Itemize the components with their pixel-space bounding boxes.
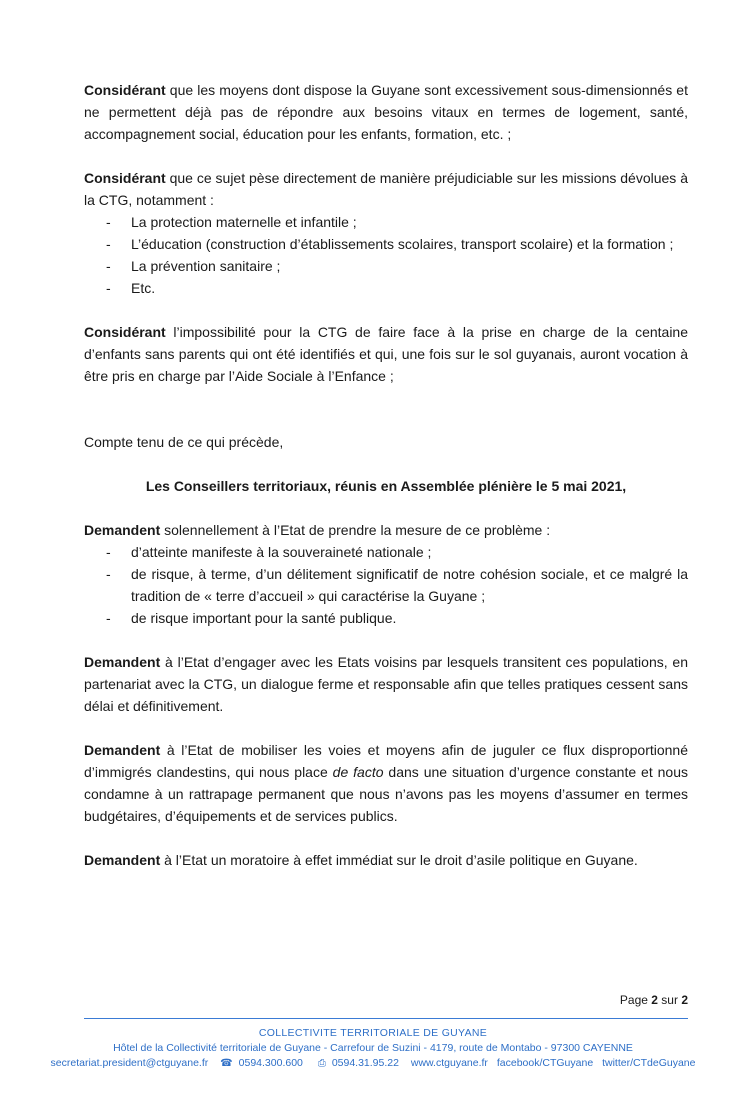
- footer-twitter[interactable]: twitter/CTdeGuyane: [602, 1057, 696, 1069]
- fax-icon: ⎙: [317, 1058, 326, 1069]
- list-item: - de risque important pour la santé publique.: [106, 610, 397, 626]
- paragraph-text: solennellement à l’Etat de prendre la mesure de ce problème :: [160, 522, 551, 538]
- list-item: - La prévention sanitaire ;: [106, 258, 281, 274]
- paragraph-considerant-1: [84, 79, 688, 145]
- paragraph-demandent-2: [84, 651, 688, 717]
- lead-word: Considérant: [84, 82, 166, 98]
- paragraph-text: dans une situation d’urgence constante et nous condamne à un rattrapage permanent que nous n’avons pas les moyens d’assumer en termes budgétaires, d’équipements et de services publics.: [84, 764, 688, 824]
- footer-fax: ⎙ 0594.31.95.22: [317, 1057, 399, 1069]
- list-item: - d’atteinte manifeste à la souveraineté nationale ;: [106, 544, 432, 560]
- footer-contacts: [0, 1056, 746, 1071]
- telephone-icon: ☎: [220, 1058, 233, 1069]
- italic-phrase: de facto: [332, 764, 384, 780]
- paragraph-considerant-3: [84, 321, 688, 387]
- footer-phone: ☎ 0594.300.600: [220, 1057, 303, 1069]
- paragraph-text: à l’Etat un moratoire à effet immédiat sur le droit d’asile politique en Guyane.: [160, 852, 638, 868]
- paragraph-text: que ce sujet pèse directement de manière préjudiciable sur les missions dévolues à la CTG, notamment :: [84, 170, 688, 208]
- footer: [0, 1026, 746, 1071]
- footer-address: Hôtel de la Collectivité territoriale de Guyane - Carrefour de Suzini - 4179, route de Montabo - 97300 CAYENNE: [113, 1042, 633, 1054]
- page-number: Page 2 sur 2: [619, 993, 688, 1007]
- footer-email[interactable]: secretariat.president@ctguyane.fr: [50, 1057, 209, 1069]
- lead-word: Demandent: [84, 742, 161, 758]
- missions-list: [84, 211, 688, 299]
- footer-organization: COLLECTIVITE TERRITORIALE DE GUYANE: [258, 1027, 488, 1039]
- footer-website[interactable]: www.ctguyane.fr: [410, 1057, 488, 1069]
- lead-word: Demandent: [84, 852, 161, 868]
- paragraph-considerant-2: [84, 167, 688, 211]
- list-item: - L’éducation (construction d’établissements scolaires, transport scolaire) et la formation ;: [106, 236, 674, 252]
- paragraph-text: à l’Etat d’engager avec les Etats voisins par lesquels transitent ces populations, en partenariat avec la CTG, un dialogue ferme et responsable afin que telles pratiques cessent sans délai et définitivement.: [84, 654, 688, 714]
- paragraph-text: l’impossibilité pour la CTG de faire face à la prise en charge de la centaine d’enfants sans parents qui ont été identifiés et qui, une fois sur le sol guyanais, auront vocation à être pris en charge par l’Aide Sociale à l’Enfance ;: [84, 324, 688, 384]
- document-body: [84, 79, 688, 871]
- list-item: - Etc.: [106, 280, 156, 296]
- assembly-title: Les Conseillers territoriaux, réunis en Assemblée plénière le 5 mai 2021,: [145, 478, 627, 494]
- paragraph-demandent-3: [84, 739, 688, 827]
- list-item: - La protection maternelle et infantile ;: [106, 214, 357, 230]
- list-item: - de risque, à terme, d’un délitement significatif de notre cohésion sociale, et ce malgré la tradition de « terre d’accueil » qui caractérise la Guyane ;: [106, 566, 688, 604]
- lead-word: Demandent: [84, 522, 161, 538]
- paragraph-text: à l’Etat de mobiliser les voies et moyens afin de juguler ce flux disproportionné d’immigrés clandestins, qui nous place: [84, 742, 688, 780]
- footer-divider: [84, 1018, 688, 1019]
- paragraph-demandent-4: [84, 849, 688, 871]
- footer-facebook[interactable]: facebook/CTGuyane: [496, 1057, 594, 1069]
- paragraph-text: que les moyens dont dispose la Guyane sont excessivement sous-dimensionnés et ne permettent déjà pas de répondre aux besoins vitaux en termes de logement, santé, accompagnement social, éducation pour les enfants, formation, etc. ;: [84, 82, 688, 142]
- risks-list: [84, 541, 688, 629]
- lead-word: Considérant: [84, 170, 166, 186]
- lead-word: Considérant: [84, 324, 166, 340]
- lead-word: Demandent: [84, 654, 161, 670]
- compte-tenu: Compte tenu de ce qui précède,: [84, 434, 284, 450]
- paragraph-demandent-1: [84, 519, 688, 541]
